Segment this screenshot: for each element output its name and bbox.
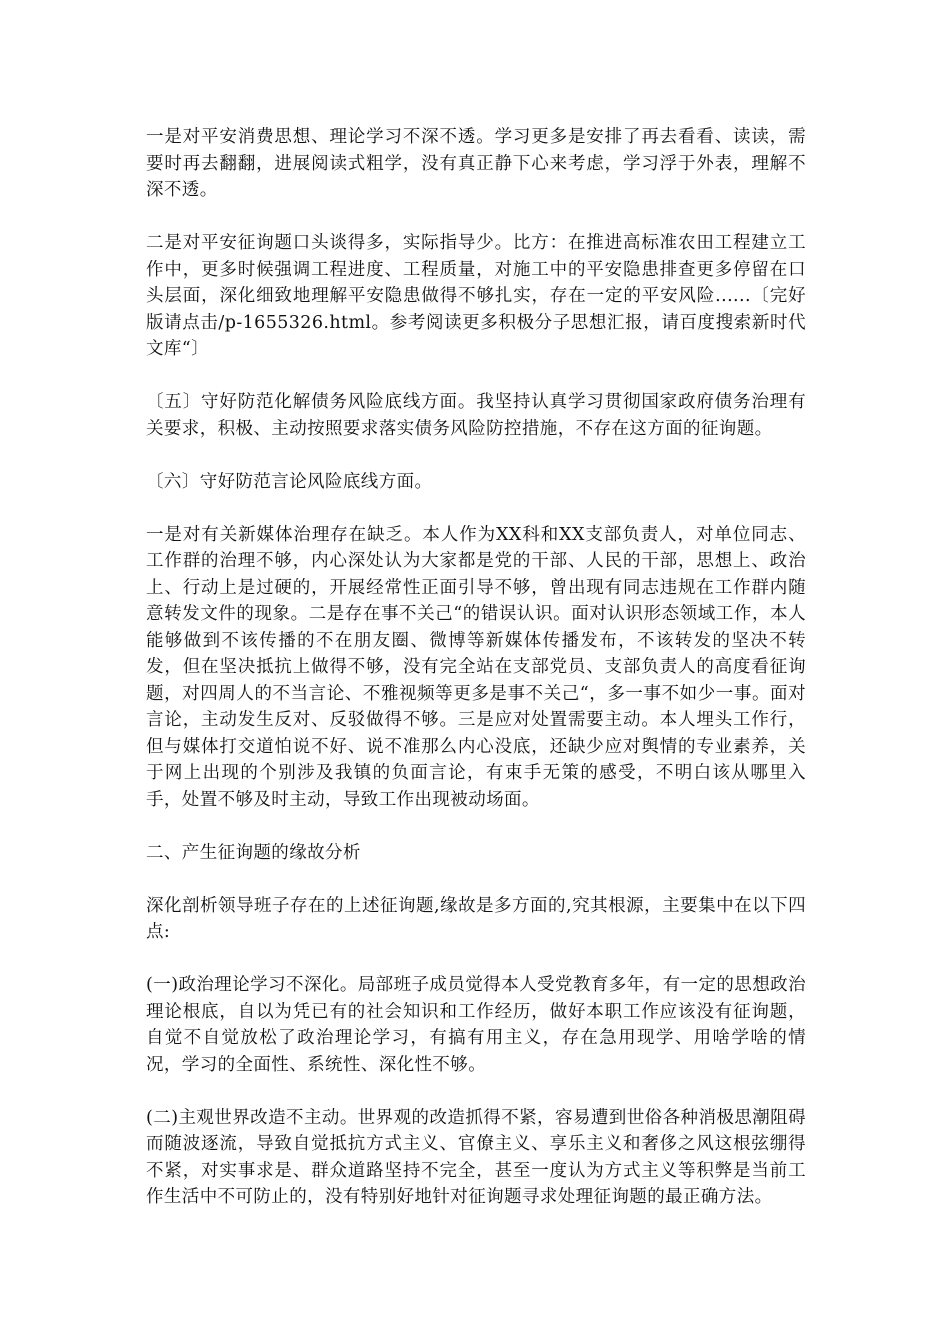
paragraph-safety-guidance: 二是对平安征询题口头谈得多，实际指导少。比方：在推进高标准农田工程建立工作中，更多时候强调工程进度、工程质量，对施工中的平安隐患排查更多停留在口头层面，深化细致地理解平安隐患做得不够扎实，存在一定的平安风险......〔完好版请点击/p-1655326.html。参考阅读更多积极分子思想汇报，请百度搜索新时代文库“〕 [146,233,806,359]
paragraph-cause-two-worldview: (二)主观世界改造不主动。世界观的改造抓得不紧，容易遭到世俗各种消极思潮阻碍而随波逐流，导致自觉抵抗方式主义、官僚主义、享乐主义和奢侈之风这根弦绷得不紧，对实事求是、群众道路坚持不完全，甚至一度认为方式主义等积弊是当前工作生活中不可防止的，没有特别好地针对征询题寻求处理征询题的最正确方法。 [146,1107,806,1207]
paragraph-cause-intro: 深化剖析领导班子存在的上述征询题,缘故是多方面的,究其根源，主要集中在以下四点: [146,895,806,942]
paragraph-cause-one-theory: (一)政治理论学习不深化。局部班子成员觉得本人受党教育多年，有一定的思想政治理论根底，自以为凭已有的社会知识和工作经历，做好本职工作应该没有征询题，自觉不自觉放松了政治理论学习，有搞有用主义，存在急用现学、用啥学啥的情况，学习的全面性、系统性、深化性不够。 [146,975,806,1075]
paragraph-section-five-debt-risk: 〔五〕守好防范化解债务风险底线方面。我坚持认真学习贯彻国家政府债务治理有关要求，积极、主动按照要求落实债务风险防控措施，不存在这方面的征询题。 [146,392,806,439]
paragraph-study-shallow: 一是对平安消费思想、理论学习不深不透。学习更多是安排了再去看看、读读，需要时再去翻翻，进展阅读式粗学，没有真正静下心来考虑，学习浮于外表，理解不深不透。 [146,127,806,200]
paragraph-new-media-management: 一是对有关新媒体治理存在缺乏。本人作为XX科和XX支部负责人，对单位同志、工作群的治理不够，内心深处认为大家都是党的干部、人民的干部，思想上、政治上、行动上是过硬的，开展经常性正面引导不够，曾出现有同志违规在工作群内随意转发文件的现象。二是存在事不关己“的错误认识。面对认识形态领域工作，本人能够做到不该传播的不在朋友圈、微博等新媒体传播发布，不该转发的坚决不转发，但在坚决抵抗上做得不够，没有完全站在支部党员、支部负责人的高度看征询题，对四周人的不当言论、不雅视频等更多是事不关己“，多一事不如少一事。面对言论，主动发生反对、反驳做得不够。三是应对处置需要主动。本人埋头工作行，但与媒体打交道怕说不好、说不准那么内心没底，还缺少应对舆情的专业素养，关于网上出现的个别涉及我镇的负面言论，有束手无策的感受，不明白该从哪里入手，处置不够及时主动，导致工作出现被动场面。 [146,524,806,810]
paragraph-section-six-heading: 〔六〕守好防范言论风险底线方面。 [146,471,433,492]
document-body [146,124,806,1237]
section-heading-cause-analysis: 二、产生征询题的缘故分析 [146,842,361,863]
